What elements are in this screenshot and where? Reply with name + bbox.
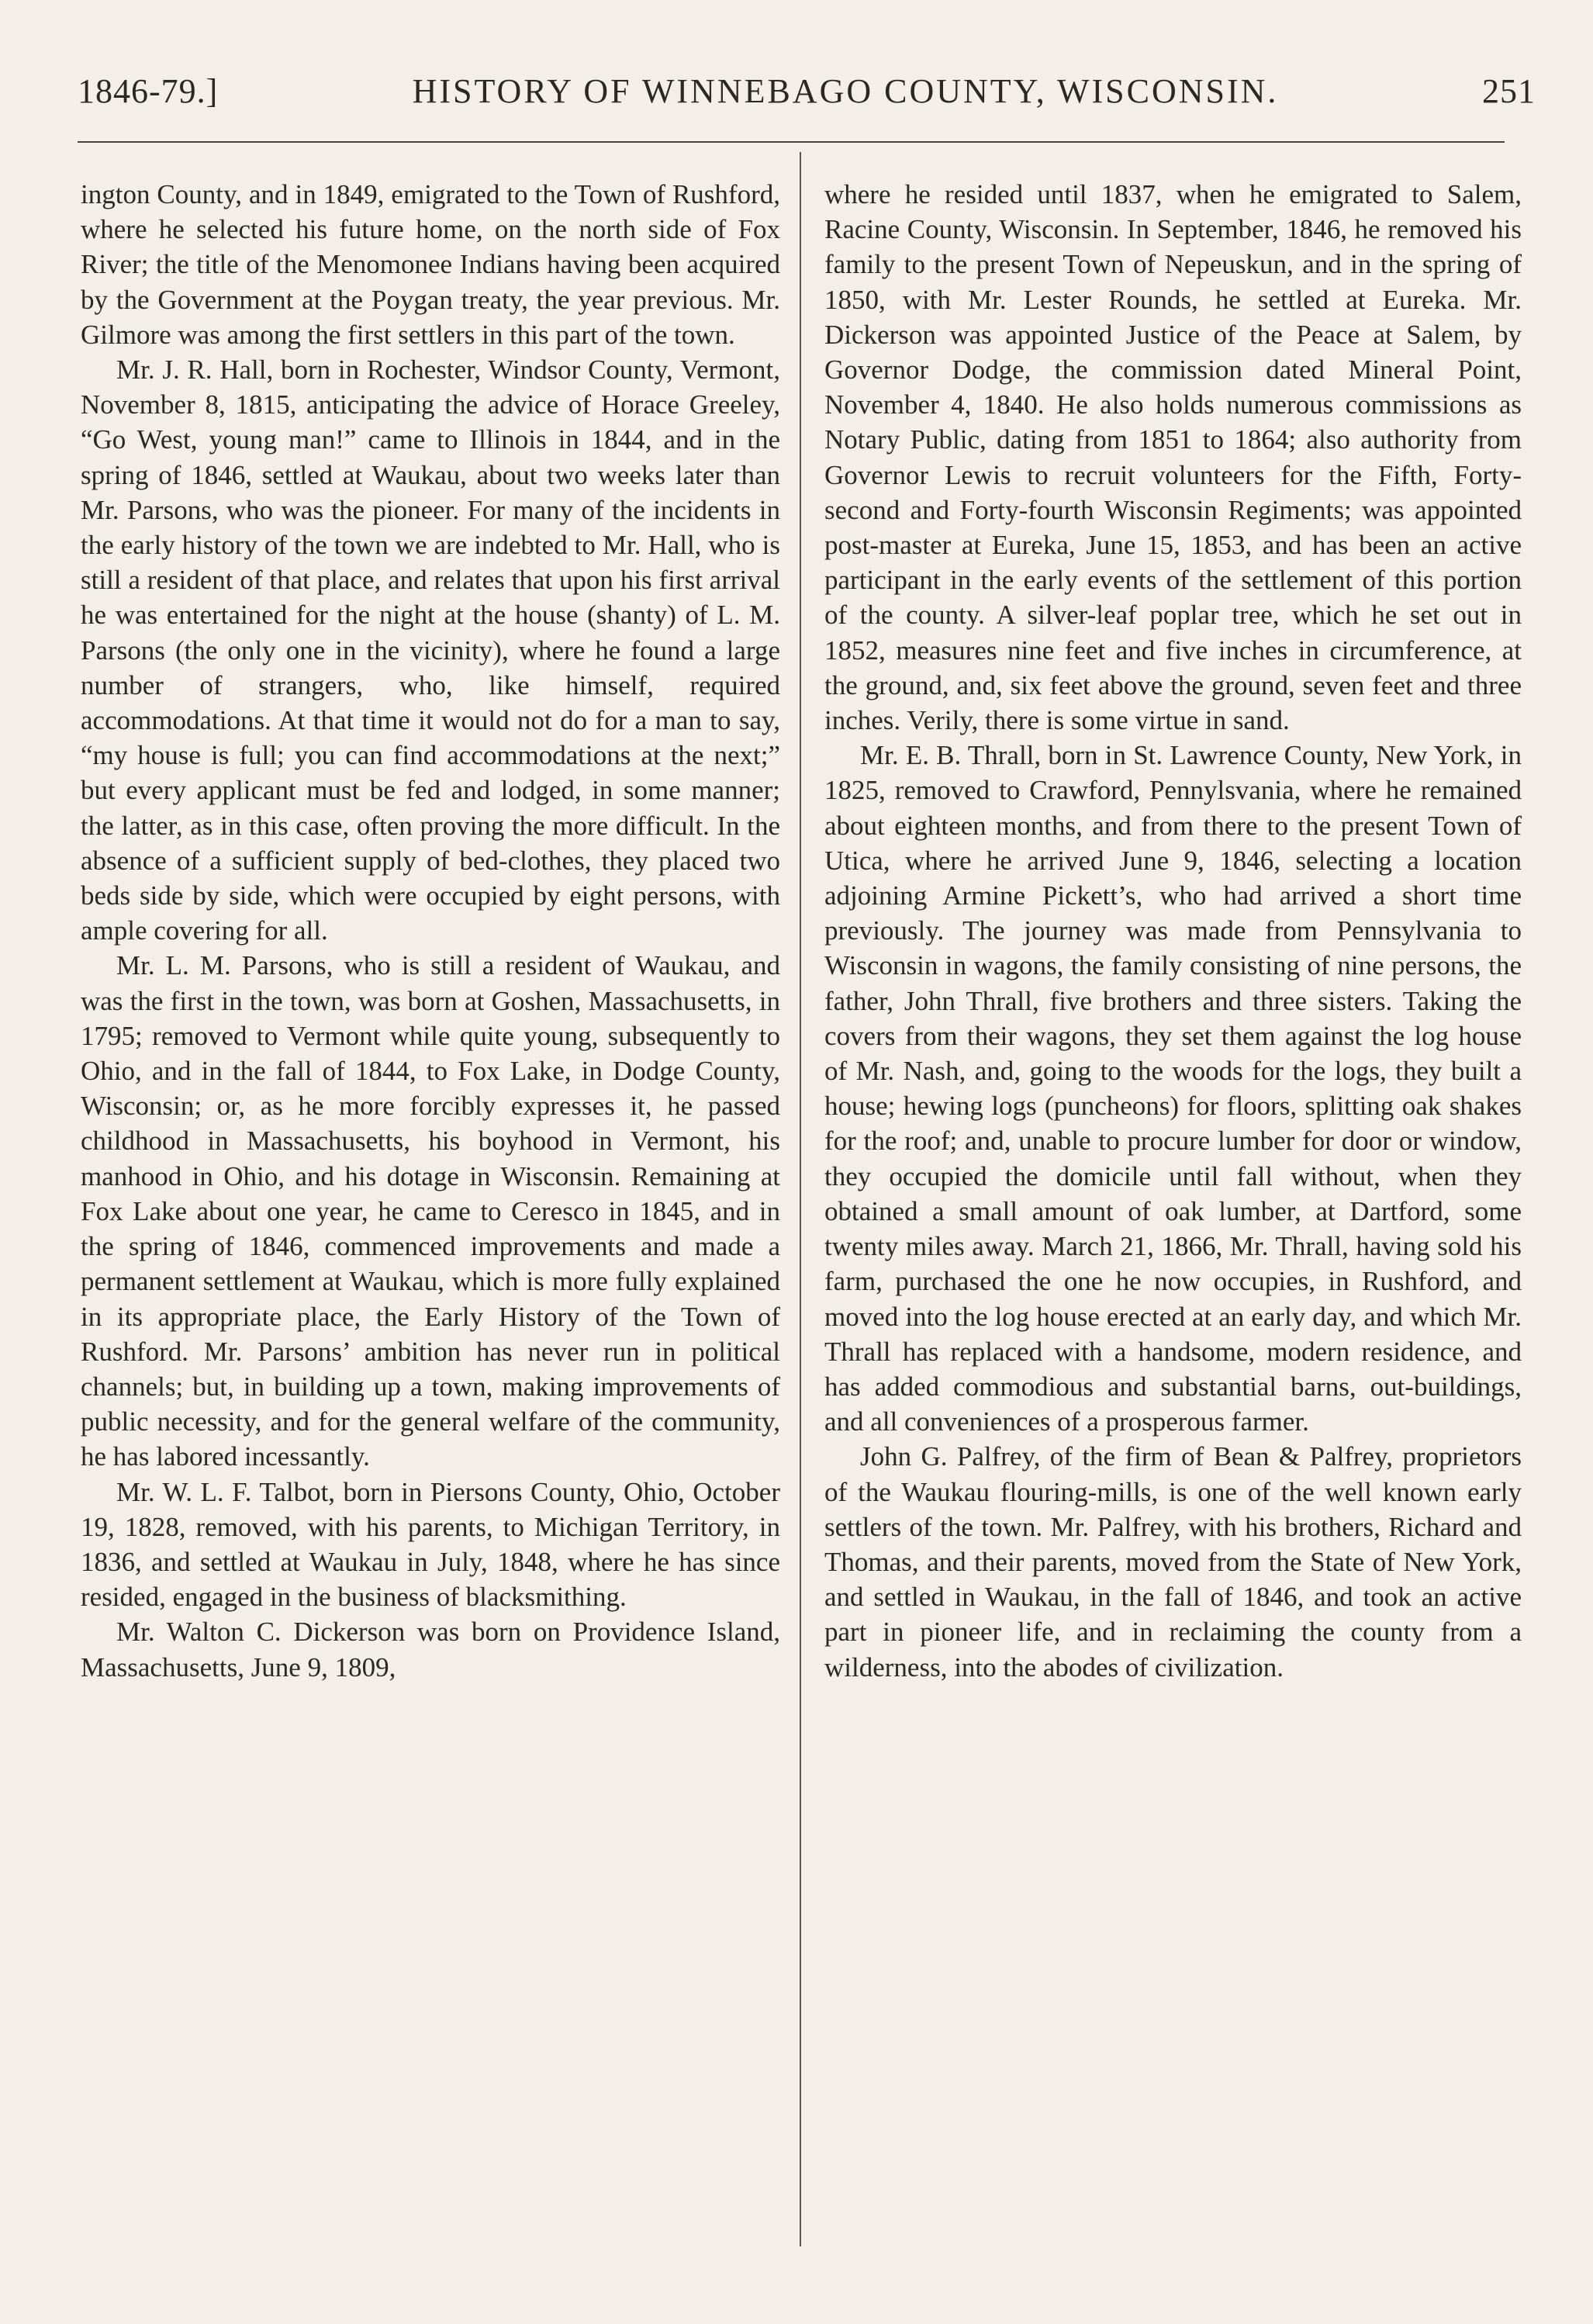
header-years: 1846-79.] [78, 72, 219, 110]
paragraph: Mr. Walton C. Dickerson was born on Providence Island, Massachusetts, June 9, 1809, [81, 1617, 780, 1682]
column-divider [800, 152, 801, 2246]
paragraph: Mr. J. R. Hall, born in Rochester, Windsor County, Vermont, November 8, 1815, anticipating the advice of Horace Greeley, “Go West, young man!” came to Illinois in 1844, and in the spring of 1846, settled at Waukau, about two weeks later than Mr. Parsons, who was the pioneer. For many of the incidents in the early history of the town we are indebted to Mr. Hall, who is still a resident of that place, and relates that upon his first arrival he was entertained for the night at the house (shanty) of L. M. Parsons (the only one in the vicinity), where he found a large number of strangers, who, like himself, required accommodations. At that time it would not do for a man to say, “my house is full; you can find accommodations at the next;” but every applicant must be fed and lodged, in some manner; the latter, as in this case, often proving the more difficult. In the absence of a sufficient supply of bed-clothes, they placed two beds side by side, which were occupied by eight persons, with ample covering for all. [81, 354, 780, 946]
paragraph: ington County, and in 1849, emigrated to the Town of Rushford, where he selected his future home, on the north side of Fox River; the title of the Menomonee Indians having been acquired by the Government at the Poygan treaty, the year previous. Mr. Gilmore was among the first settlers in this part of the town. [81, 179, 780, 350]
paragraph: John G. Palfrey, of the firm of Bean & Palfrey, proprietors of the Waukau flouring-mills, is one of the well known early settlers of the town. Mr. Palfrey, with his brothers, Richard and Thomas, and their parents, moved from the State of New York, and settled in Waukau, in the fall of 1846, and took an active part in pioneer life, and in reclaiming the county from a wilderness, into the abodes of civilization. [824, 1441, 1522, 1682]
paragraph: Mr. L. M. Parsons, who is still a resident of Waukau, and was the first in the town, was born at Goshen, Massachusetts, in 1795; removed to Vermont while quite young, subsequently to Ohio, and in the fall of 1844, to Fox Lake, in Dodge County, Wisconsin; or, as he more forcibly expresses it, he passed childhood in Massachusetts, his boyhood in Vermont, his manhood in Ohio, and his dotage in Wisconsin. Remaining at Fox Lake about one year, he came to Ceresco in 1845, and in the spring of 1846, commenced improvements and made a permanent settlement at Waukau, which is more fully explained in its appropriate place, the Early History of the Town of Rushford. Mr. Parsons’ ambition has never run in political channels; but, in building up a town, making improvements of public necessity, and for the general welfare of the community, he has labored incessantly. [81, 950, 780, 1472]
header-rule [78, 141, 1505, 143]
header-title: HISTORY OF WINNEBAGO COUNTY, WISCONSIN. [412, 72, 1279, 110]
paragraph: Mr. W. L. F. Talbot, born in Piersons County, Ohio, October 19, 1828, removed, with his parents, to Michigan Territory, in 1836, and settled at Waukau in July, 1848, where he has since resided, engaged in the business of blacksmithing. [81, 1476, 780, 1613]
page-number: 251 [1482, 72, 1536, 110]
paragraph: where he resided until 1837, when he emigrated to Salem, Racine County, Wisconsin. In September, 1846, he removed his family to the present Town of Nepeuskun, and in the spring of 1850, with Mr. Lester Rounds, he settled at Eureka. Mr. Dickerson was appointed Justice of the Peace at Salem, by Governor Dodge, the commission dated Mineral Point, November 4, 1840. He also holds numerous commissions as Notary Public, dating from 1851 to 1864; also authority from Governor Lewis to recruit volunteers for the Fifth, Forty-second and Forty-fourth Wisconsin Regiments; was appointed post-master at Eureka, June 15, 1853, and has been an active participant in the early events of the settlement of this portion of the county. A silver-leaf poplar tree, which he set out in 1852, measures nine feet and five inches in circumference, at the ground, and, six feet above the ground, seven feet and three inches. Verily, there is some virtue in sand. [824, 179, 1522, 736]
paragraph: Mr. E. B. Thrall, born in St. Lawrence County, New York, in 1825, removed to Crawford, Pennylsvania, where he remained about eighteen months, and from there to the present Town of Utica, where he arrived June 9, 1846, selecting a location adjoining Armine Pickett’s, who had arrived a short time previously. The journey was made from Pennsylvania to Wisconsin in wagons, the family consisting of nine persons, the father, John Thrall, five brothers and three sisters. Taking the covers from their wagons, they set them against the log house of Mr. Nash, and, going to the woods for the logs, they built a house; hewing logs (puncheons) for floors, splitting oak shakes for the roof; and, unable to procure lumber for door or window, they occupied the domicile until fall without, when they obtained a small amount of oak lumber, at Dartford, some twenty miles away. March 21, 1866, Mr. Thrall, having sold his farm, purchased the one he now occupies, in Rushford, and moved into the log house erected at an early day, and which Mr. Thrall has replaced with a handsome, modern residence, and has added commodious and substantial barns, out-buildings, and all conveniences of a prosperous farmer. [824, 740, 1522, 1437]
right-column [824, 177, 1522, 1685]
running-header [78, 71, 1536, 118]
left-column [81, 177, 780, 1685]
